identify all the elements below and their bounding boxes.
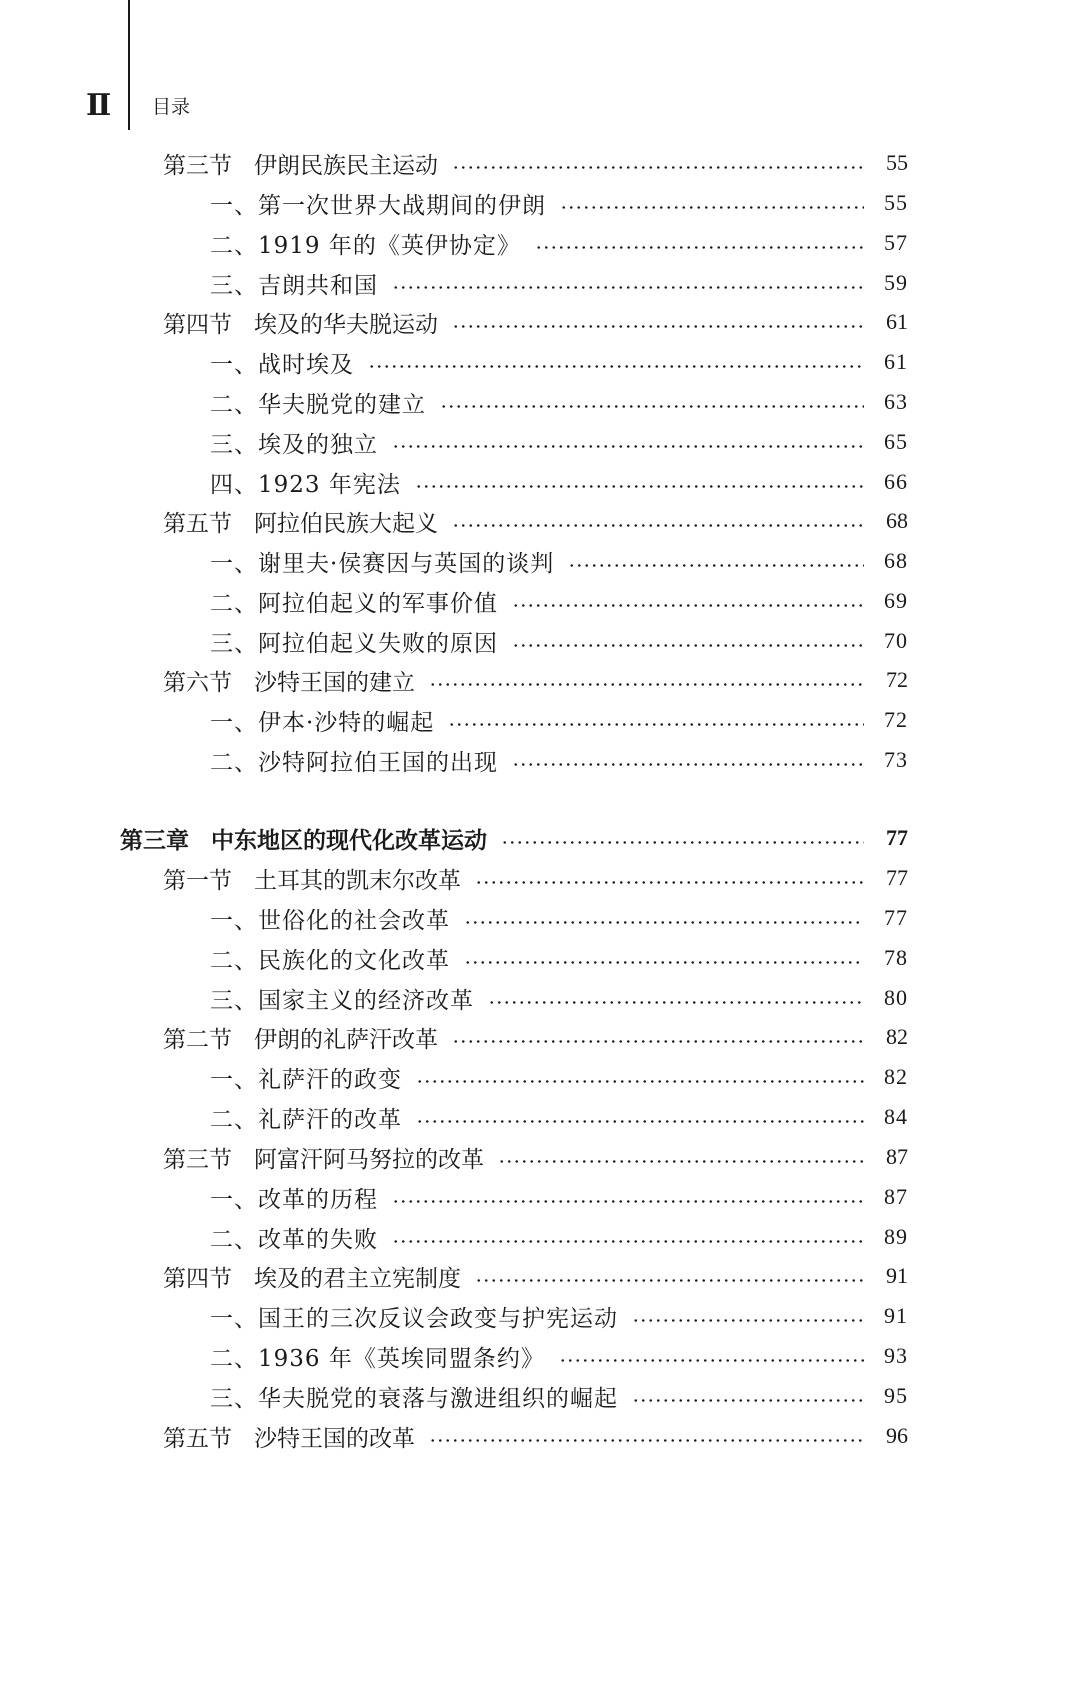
toc-entry-title: [210, 1380, 618, 1413]
dot-leader: [501, 841, 864, 844]
toc-entry-title: [163, 147, 438, 180]
toc-item-entry[interactable]: [210, 1097, 908, 1137]
toc-entry-title: [210, 902, 450, 935]
toc-page-number: 89: [884, 1224, 908, 1249]
dot-leader: [440, 405, 864, 408]
dot-leader: [498, 1160, 864, 1163]
toc-page-number: 91: [886, 1263, 908, 1288]
toc-entry-title: [210, 1101, 402, 1134]
toc-entry-title: [210, 942, 450, 975]
toc-entry-title: [210, 625, 498, 658]
toc-entry-text: 伊朗的礼萨汗改革: [254, 1026, 438, 1053]
dot-leader: [368, 365, 864, 368]
dot-leader: [416, 1080, 864, 1083]
dot-leader: [392, 1200, 864, 1203]
dot-leader: [392, 1240, 864, 1243]
toc-entry-title: [163, 1021, 438, 1054]
toc-page-number: 77: [886, 825, 908, 850]
toc-page-number: 91: [884, 1303, 908, 1328]
toc-item-entry[interactable]: [210, 263, 908, 303]
toc-section-entry[interactable]: [163, 1416, 908, 1456]
toc-page-number: 77: [886, 865, 908, 890]
dot-leader: [448, 723, 864, 726]
toc-page-number: 82: [886, 1024, 908, 1049]
toc-section-entry[interactable]: [163, 1137, 908, 1177]
toc-page-number: 68: [884, 548, 908, 573]
toc-entry-text: 二、1936 年《英埃同盟条约》: [210, 1345, 545, 1372]
dot-leader: [464, 961, 864, 964]
toc-entry-label: 第四节: [163, 311, 232, 338]
toc-entry-title: [210, 1061, 402, 1094]
toc-item-entry[interactable]: [210, 1296, 908, 1336]
toc-item-entry[interactable]: [210, 183, 908, 223]
toc-page-number: 95: [884, 1383, 908, 1408]
toc-section-entry[interactable]: [163, 1256, 908, 1296]
toc-page-number: 77: [884, 905, 908, 930]
toc-entry-title: [210, 744, 498, 777]
toc-item-entry[interactable]: [210, 938, 908, 978]
toc-entry-text: 四、1923 年宪法: [210, 471, 401, 498]
dot-leader: [415, 485, 864, 488]
toc-page-number: 73: [884, 747, 908, 772]
toc-section-entry[interactable]: [163, 660, 908, 700]
toc-entry-text: 沙特王国的改革: [254, 1425, 415, 1452]
toc-entry-text: 二、1919 年的《英伊协定》: [210, 232, 521, 259]
toc-item-entry[interactable]: [210, 740, 908, 780]
toc-entry-title: [210, 466, 401, 499]
toc-entry-text: 阿富汗阿马努拉的改革: [254, 1146, 484, 1173]
toc-entry-title: [163, 664, 415, 697]
toc-page-number: 84: [884, 1104, 908, 1129]
dot-leader: [475, 1279, 864, 1282]
toc-page-number: 72: [886, 667, 908, 692]
toc-item-entry[interactable]: [210, 342, 908, 382]
toc-item-entry[interactable]: [210, 700, 908, 740]
toc-entry-text: 土耳其的凯末尔改革: [254, 867, 461, 894]
toc-item-entry[interactable]: [210, 1376, 908, 1416]
toc-item-entry[interactable]: [210, 422, 908, 462]
dot-leader: [416, 1120, 864, 1123]
header-divider: [128, 0, 130, 130]
toc-item-entry[interactable]: [210, 223, 908, 263]
toc-entry-title: [210, 187, 546, 220]
toc-page-number: 80: [884, 985, 908, 1010]
toc-page-number: 59: [884, 270, 908, 295]
toc-entry-title: [163, 306, 438, 339]
dot-leader: [429, 1439, 864, 1442]
toc-entry-title: [210, 386, 426, 419]
toc-entry-text: 一、国王的三次反议会政变与护宪运动: [210, 1305, 618, 1332]
toc-page-number: 55: [886, 150, 908, 175]
toc-section-entry[interactable]: [163, 858, 908, 898]
toc-entry-text: 中东地区的现代化改革运动: [211, 827, 487, 854]
toc-entry-title: [210, 585, 498, 618]
toc-page-number: 70: [884, 628, 908, 653]
toc-section-entry[interactable]: [163, 302, 908, 342]
dot-leader: [559, 1359, 864, 1362]
dot-leader: [632, 1319, 864, 1322]
toc-page-number: 55: [884, 190, 908, 215]
toc-item-entry[interactable]: [210, 462, 908, 502]
toc-entry-title: [120, 822, 487, 855]
toc-chapter-entry[interactable]: [120, 818, 908, 858]
toc-page-number: 78: [884, 945, 908, 970]
dot-leader: [452, 1040, 864, 1043]
toc-entry-text: 二、改革的失败: [210, 1226, 378, 1253]
dot-leader: [464, 921, 864, 924]
toc-page-number: 93: [884, 1343, 908, 1368]
toc-item-entry[interactable]: [210, 1177, 908, 1217]
toc-entry-title: [163, 1260, 461, 1293]
toc-entry-label: 第三节: [163, 1146, 232, 1173]
toc-item-entry[interactable]: [210, 382, 908, 422]
toc-entry-text: 二、沙特阿拉伯王国的出现: [210, 749, 498, 776]
toc-page-number: 68: [886, 508, 908, 533]
toc-item-entry[interactable]: [210, 581, 908, 621]
dot-leader: [632, 1399, 864, 1402]
toc-item-entry[interactable]: [210, 621, 908, 661]
toc-section-entry[interactable]: [163, 501, 908, 541]
toc-entry-text: 一、世俗化的社会改革: [210, 907, 450, 934]
dot-leader: [488, 1001, 864, 1004]
dot-leader: [568, 564, 864, 567]
toc-item-entry[interactable]: [210, 978, 908, 1018]
toc-entry-title: [210, 346, 354, 379]
toc-entry-text: 一、伊本·沙特的崛起: [210, 709, 435, 736]
toc-item-entry[interactable]: [210, 1336, 908, 1376]
toc-entry-title: [210, 1340, 545, 1373]
toc-entry-title: [210, 1181, 378, 1214]
toc-page-number: 82: [884, 1064, 908, 1089]
dot-leader: [392, 445, 864, 448]
dot-leader: [452, 524, 864, 527]
toc-entry-title: [163, 505, 438, 538]
toc-item-entry[interactable]: [210, 541, 908, 581]
toc-page-number: 66: [884, 469, 908, 494]
toc-entry-text: 一、改革的历程: [210, 1186, 378, 1213]
toc-entry-label: 第六节: [163, 669, 232, 696]
toc-page-number: 57: [884, 230, 908, 255]
toc-entry-text: 伊朗民族民主运动: [254, 152, 438, 179]
toc-entry-title: [210, 1221, 378, 1254]
toc-page-number: 69: [884, 588, 908, 613]
dot-leader: [452, 325, 864, 328]
toc-entry-label: 第二节: [163, 1026, 232, 1053]
toc-entry-text: 三、吉朗共和国: [210, 272, 378, 299]
toc-entry-text: 一、战时埃及: [210, 351, 354, 378]
toc-entry-label: 第五节: [163, 510, 232, 537]
toc-entry-title: [210, 982, 474, 1015]
toc-entry-text: 阿拉伯民族大起义: [254, 510, 438, 537]
toc-entry-title: [163, 862, 461, 895]
toc-page-number: 61: [886, 309, 908, 334]
running-head: 目录: [152, 96, 191, 118]
dot-leader: [429, 683, 864, 686]
toc-entry-title: [210, 426, 378, 459]
toc-entry-label: 第五节: [163, 1425, 232, 1452]
page-number: Ⅱ: [86, 89, 111, 122]
dot-leader: [535, 246, 864, 249]
toc-entry-label: 第四节: [163, 1265, 232, 1292]
toc-entry-text: 三、埃及的独立: [210, 431, 378, 458]
toc-entry-text: 一、谢里夫·侯赛因与英国的谈判: [210, 550, 555, 577]
toc-entry-text: 二、华夫脱党的建立: [210, 391, 426, 418]
dot-leader: [452, 166, 864, 169]
toc-entry-label: 第三章: [120, 827, 189, 854]
toc-item-entry[interactable]: [210, 1057, 908, 1097]
toc-entry-text: 三、华夫脱党的衰落与激进组织的崛起: [210, 1385, 618, 1412]
toc-page-number: 63: [884, 389, 908, 414]
toc-item-entry[interactable]: [210, 898, 908, 938]
toc-entry-text: 三、国家主义的经济改革: [210, 987, 474, 1014]
toc-entry-text: 沙特王国的建立: [254, 669, 415, 696]
toc-entry-label: 第一节: [163, 867, 232, 894]
dot-leader: [475, 881, 864, 884]
toc-entry-text: 二、礼萨汗的改革: [210, 1106, 402, 1133]
dot-leader: [560, 206, 864, 209]
toc-entry-text: 三、阿拉伯起义失败的原因: [210, 630, 498, 657]
toc-page-number: 72: [884, 707, 908, 732]
toc-item-entry[interactable]: [210, 1217, 908, 1257]
dot-leader: [512, 644, 864, 647]
toc-entry-label: 第三节: [163, 152, 232, 179]
toc-page-number: 87: [884, 1184, 908, 1209]
toc-entry-title: [163, 1420, 415, 1453]
toc-entry-text: 二、阿拉伯起义的军事价值: [210, 590, 498, 617]
toc-page-number: 61: [884, 349, 908, 374]
toc-entry-title: [210, 227, 521, 260]
toc-section-entry[interactable]: [163, 1017, 908, 1057]
toc-entry-title: [210, 545, 554, 578]
dot-leader: [392, 286, 864, 289]
toc-entry-text: 一、第一次世界大战期间的伊朗: [210, 192, 546, 219]
toc-entry-title: [210, 1300, 618, 1333]
toc-page-number: 65: [884, 429, 908, 454]
toc-entry-text: 埃及的君主立宪制度: [254, 1265, 461, 1292]
toc-entry-title: [163, 1141, 484, 1174]
toc-section-entry[interactable]: [163, 143, 908, 183]
toc-entry-text: 一、礼萨汗的政变: [210, 1066, 402, 1093]
dot-leader: [512, 604, 864, 607]
toc-entry-text: 埃及的华夫脱运动: [254, 311, 438, 338]
toc-entry-title: [210, 704, 434, 737]
dot-leader: [512, 763, 864, 766]
toc-entry-title: [210, 267, 378, 300]
toc-page-number: 96: [886, 1423, 908, 1448]
toc-page-number: 87: [886, 1144, 908, 1169]
toc-entry-text: 二、民族化的文化改革: [210, 947, 450, 974]
